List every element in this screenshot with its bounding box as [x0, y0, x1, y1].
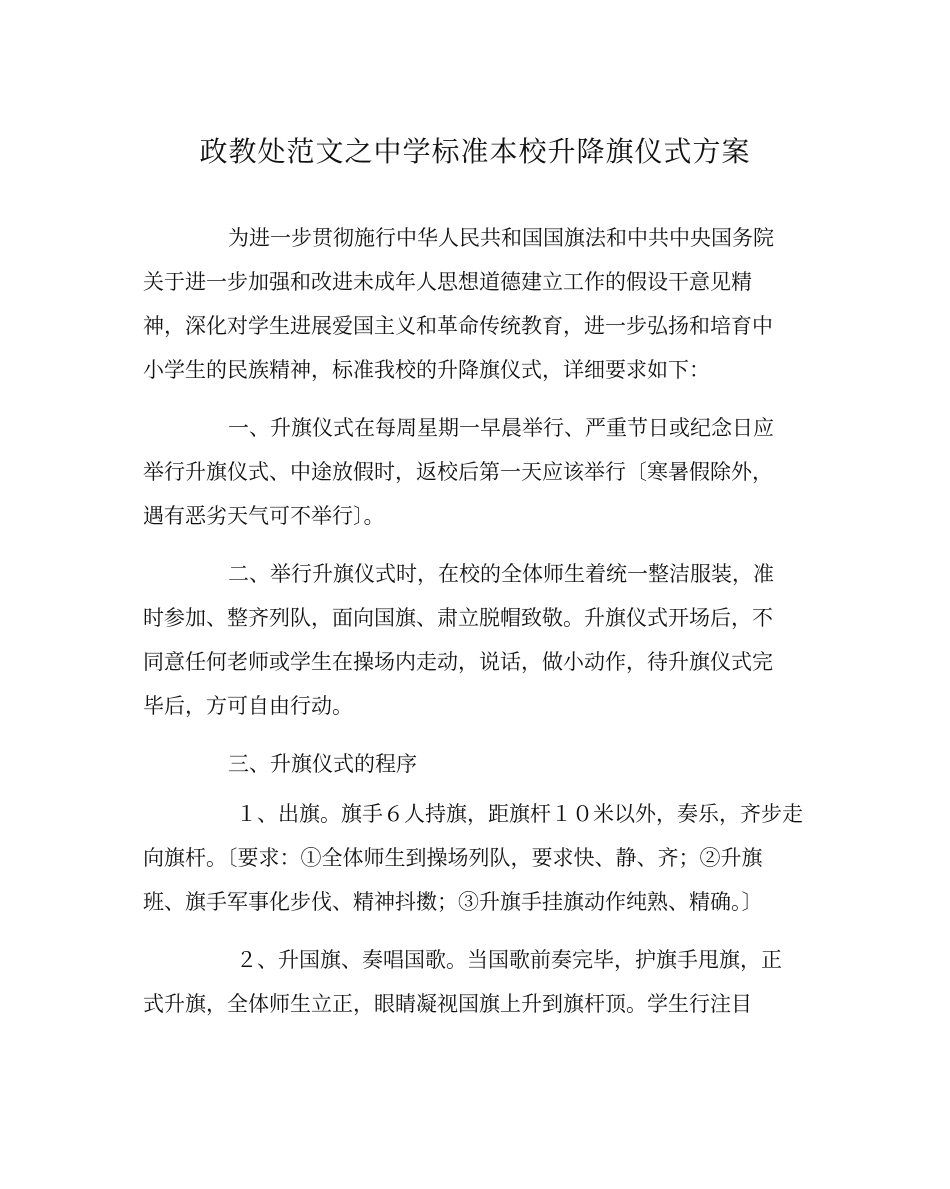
paragraph-line: 同意任何老师或学生在操场内走动，说话，做小动作，待升旗仪式完 [143, 650, 773, 674]
paragraph-line: 为进一步贯彻施行中华人民共和国国旗法和中共中央国务院 [228, 226, 774, 250]
document-title: 政教处范文之中学标准本校升降旗仪式方案 [199, 135, 751, 168]
paragraph-line: ２、升国旗、奏唱国歌。当国歌前奏完毕，护旗手甩旗，正 [236, 948, 782, 972]
paragraph-line: 关于进一步加强和改进未成年人思想道德建立工作的假设干意见精 [143, 270, 752, 294]
paragraph-line: 班、旗手军事化步伐、精神抖擞；③升旗手挂旗动作纯熟、精确。〕 [143, 890, 763, 914]
paragraph-line: 神，深化对学生进展爱国主义和革命传统教育，进一步弘扬和培育中 [143, 314, 773, 338]
paragraph-line: 毕后，方可自由行动。 [143, 694, 353, 718]
paragraph-line: 二、举行升旗仪式时，在校的全体师生着统一整洁服装，准 [228, 562, 774, 586]
paragraph-line: 向旗杆。〔要求：①全体师生到操场列队，要求快、静、齐；②升旗 [143, 846, 763, 870]
paragraph-line: 遇有恶劣天气可不举行〕。 [143, 504, 385, 528]
paragraph-line: １、出旗。旗手６人持旗，距旗杆１０米以外，奏乐，齐步走 [236, 802, 803, 826]
paragraph-line: 举行升旗仪式、中途放假时，返校后第一天应该举行〔寒暑假除外， [143, 460, 773, 484]
paragraph-line: 时参加、整齐列队，面向国旗、肃立脱帽致敬。升旗仪式开场后，不 [143, 606, 773, 630]
section-heading: 三、升旗仪式的程序 [228, 752, 417, 776]
paragraph-line: 式升旗，全体师生立正，眼睛凝视国旗上升到旗杆顶。学生行注目 [143, 992, 752, 1016]
paragraph-line: 小学生的民族精神，标准我校的升降旗仪式，详细要求如下： [143, 358, 710, 382]
paragraph-line: 一、升旗仪式在每周星期一早晨举行、严重节日或纪念日应 [228, 416, 774, 440]
